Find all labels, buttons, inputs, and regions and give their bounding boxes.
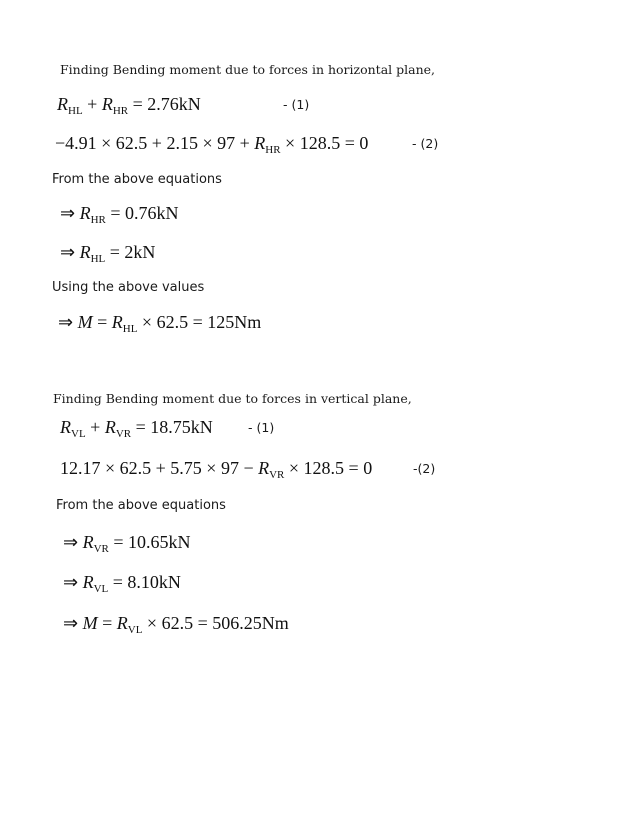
horizontal-equation-1: $R_{HL} + R_{HR} = 2.76kN$ — [57, 94, 201, 117]
horizontal-using-label: Using the above values — [52, 280, 205, 295]
vertical-result-rvl: ⇒ $R_{VL} = 8.10kN$ — [63, 572, 181, 595]
vertical-equation-2: $12.17 \times 62.5 + 5.75 \times 97 - R_{VR} \times 128.5 = 0$ — [60, 458, 373, 481]
horizontal-equation-2: $-4.91 \times 62.5 + 2.15 \times 97 + R_{HR} \times 128.5 = 0$ — [55, 133, 369, 156]
vertical-section-heading: Finding Bending moment due to forces in vertical plane, — [53, 391, 412, 406]
vertical-equation-2-tag: -(2) — [413, 461, 436, 476]
vertical-from-label: From the above equations — [56, 498, 226, 513]
horizontal-result-rhr: ⇒ $R_{HR} = 0.76kN$ — [60, 203, 179, 226]
vertical-moment: ⇒ $M = R_{VL} \times 62.5 = 506.25Nm$ — [63, 613, 289, 636]
vertical-result-rvr: ⇒ $R_{VR} = 10.65kN$ — [63, 532, 191, 555]
horizontal-equation-1-tag: - (1) — [283, 97, 310, 112]
horizontal-equation-2-tag: - (2) — [412, 136, 439, 151]
vertical-equation-1-tag: - (1) — [248, 420, 275, 435]
horizontal-result-rhl: ⇒ $R_{HL} = 2kN$ — [60, 242, 156, 265]
horizontal-moment: ⇒ $M = R_{HL} \times 62.5 = 125Nm$ — [58, 312, 262, 335]
horizontal-from-label: From the above equations — [52, 172, 222, 187]
horizontal-section-heading: Finding Bending moment due to forces in horizontal plane, — [60, 62, 435, 77]
vertical-equation-1: $R_{VL} + R_{VR} = 18.75kN$ — [60, 417, 213, 440]
